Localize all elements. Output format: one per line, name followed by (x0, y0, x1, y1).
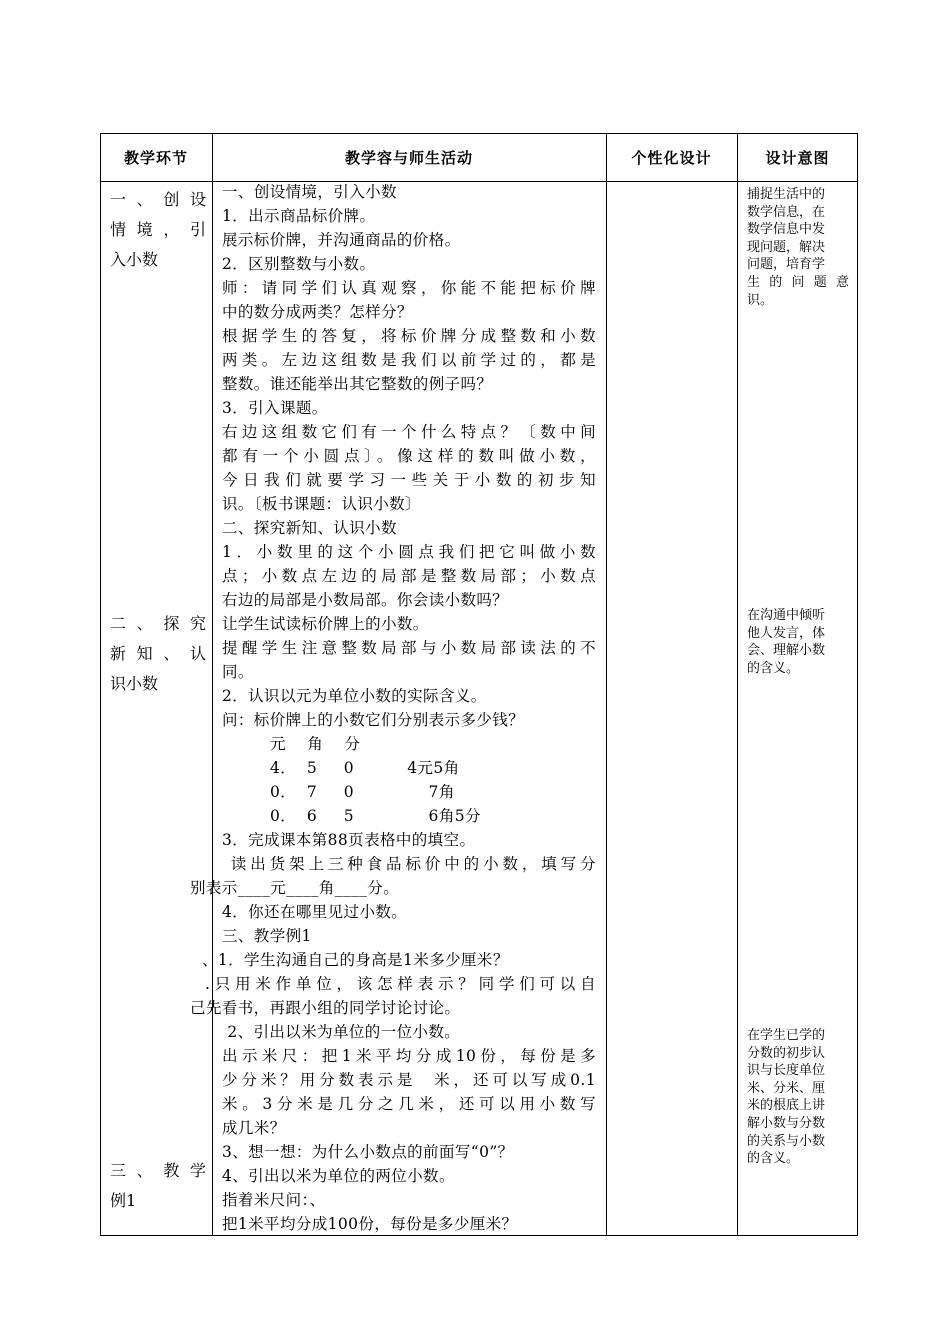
content-line: 出示米尺：把1米平均分成10份，每份是多 (222, 1047, 596, 1065)
note-line: 现问题，解决 (747, 239, 826, 255)
content-line: 1．出示商品标价牌。 (222, 207, 376, 225)
header-design-intent: 设计意图 (765, 148, 830, 167)
note-line: 识与长度单位 (747, 1063, 826, 1079)
content-line: 成几米？ (222, 1119, 286, 1137)
content-line: 一、创设情境，引入小数 (222, 183, 397, 201)
content-line: 今日我们就要学习一些关于小数的初步知 (222, 471, 596, 489)
column-divider (606, 134, 607, 1235)
content-line: 二、探究新知、认识小数 (222, 519, 397, 537)
money-example-row: 0． 7 0 7角 (270, 783, 455, 801)
content-line: 读出货架上三种食品标价中的小数，填写分 (222, 855, 596, 873)
content-line: 别表示____元____角____分。 (190, 879, 400, 897)
content-line: .只用米作单位，该怎样表示？同学们可以自 (205, 975, 596, 993)
content-line: 1．小数里的这个小圆点我们把它叫做小数 (222, 543, 596, 561)
header-personalized-design: 个性化设计 (631, 148, 712, 167)
content-line: 右边的局部是小数局部。你会读小数吗？ (222, 591, 509, 609)
content-line: 指着米尺问：、 (222, 1191, 326, 1209)
content-line: 3、想一想：为什么小数点的前面写“0”？ (222, 1143, 514, 1161)
note-line: 生 的 问 题 意 (747, 274, 849, 290)
note-line: 识。 (747, 292, 774, 308)
note-line: 在沟通中倾听 (747, 608, 826, 623)
design-intent-note-2 (747, 607, 849, 677)
section-label-line: 新 知 、 认 (110, 644, 206, 663)
content-line: 把1米平均分成100份，每份是多少厘米？ (222, 1215, 518, 1233)
content-line: 都有一个小圆点〕。像这样的数叫做小数， (222, 447, 596, 465)
design-intent-note-1 (747, 186, 849, 309)
section-label-line: 识小数 (110, 674, 159, 693)
note-line: 米的根底上讲 (747, 1098, 826, 1114)
content-line: 少分米？用分数表示是 米，还可以写成0.1 (222, 1071, 596, 1089)
note-line: 捕捉生活中的 (747, 187, 826, 202)
money-example-row: 0． 6 5 6角5分 (270, 807, 481, 825)
content-line: 3．完成课本第88页表格中的填空。 (222, 831, 476, 849)
note-line: 会、理解小数 (747, 643, 826, 659)
content-line: 提醒学生注意整数局部与小数局部读法的不 (222, 639, 596, 657)
note-line: 在学生已学的 (747, 1028, 826, 1043)
note-line: 他人发言，体 (747, 625, 826, 641)
content-line: 右边这组数它们有一个什么特点？〔数中间 (222, 423, 596, 441)
content-line: 师：请同学们认真观察，你能不能把标价牌 (222, 279, 596, 297)
content-line: 2．认识以元为单位小数的实际含义。 (222, 687, 487, 705)
section-label-line: 入小数 (110, 250, 159, 269)
section-label-1 (110, 185, 206, 275)
note-line: 分数的初步认 (747, 1045, 826, 1061)
content-line: 4．你还在哪里见过小数。 (222, 903, 408, 921)
money-example-row: 4． 5 0 4元5角 (270, 759, 460, 777)
content-line: 展示标价牌，并沟通商品的价格。 (222, 231, 461, 249)
section-label-line: 二 、 探 究 (110, 614, 206, 633)
content-line: 2、引出以米为单位的一位小数。 (222, 1023, 461, 1041)
content-line: 中的数分成两类？怎样分？ (222, 303, 413, 321)
note-line: 的含义。 (747, 660, 800, 676)
content-line: 让学生试读标价牌上的小数。 (222, 615, 429, 633)
header-divider (101, 181, 857, 182)
content-line: 2．区别整数与小数。 (222, 255, 376, 273)
note-line: 数学信息中发 (747, 222, 826, 238)
content-line: 问：标价牌上的小数它们分别表示多少钱？ (222, 711, 525, 729)
content-line: 识。〔板书课题：认识小数〕 (222, 495, 421, 513)
section-label-line: 例1 (110, 1191, 137, 1210)
note-line: 问题，培育学 (747, 257, 826, 273)
section-label-line: 情 境 ， 引 (110, 220, 206, 239)
note-line: 的关系与小数 (747, 1133, 826, 1149)
content-line: 同。 (222, 663, 254, 681)
content-line: 3．引入课题。 (222, 399, 328, 417)
column-divider (737, 134, 738, 1235)
content-line: 4、引出以米为单位的两位小数。 (222, 1167, 455, 1185)
note-line: 数学信息，在 (747, 204, 826, 220)
header-content-activities: 教学容与师生活动 (344, 148, 473, 167)
money-unit-header: 元 角 分 (270, 735, 361, 753)
note-line: 解小数与分数 (747, 1115, 826, 1131)
section-label-line: 三 、 教 学 (110, 1161, 206, 1180)
content-line: 米。3分米是几分之几米，还可以用小数写 (222, 1095, 596, 1113)
content-line: 点；小数点左边的局部是整数局部；小数点 (222, 567, 596, 585)
column-divider (212, 134, 213, 1235)
design-intent-note-3 (747, 1027, 849, 1168)
header-teaching-stage: 教学环节 (123, 148, 188, 167)
content-line: 己先看书，再跟小组的同学讨论讨论。 (190, 999, 461, 1017)
section-label-line: 一 、 创 设 (110, 190, 206, 209)
note-line: 米、分米、厘 (747, 1080, 826, 1096)
note-line: 的含义。 (747, 1151, 800, 1167)
content-line: 两类。左边这组数是我们以前学过的，都是 (222, 351, 596, 369)
content-line: 根据学生的答复，将标价牌分成整数和小数 (222, 327, 596, 345)
content-line: 整数。谁还能举出其它整数的例子吗？ (222, 375, 493, 393)
content-line: 三、教学例1 (222, 927, 312, 945)
content-line: 、1．学生沟通自己的身高是1米多少厘米？ (202, 951, 509, 969)
section-label-2 (110, 609, 206, 699)
section-label-3 (110, 1156, 206, 1216)
